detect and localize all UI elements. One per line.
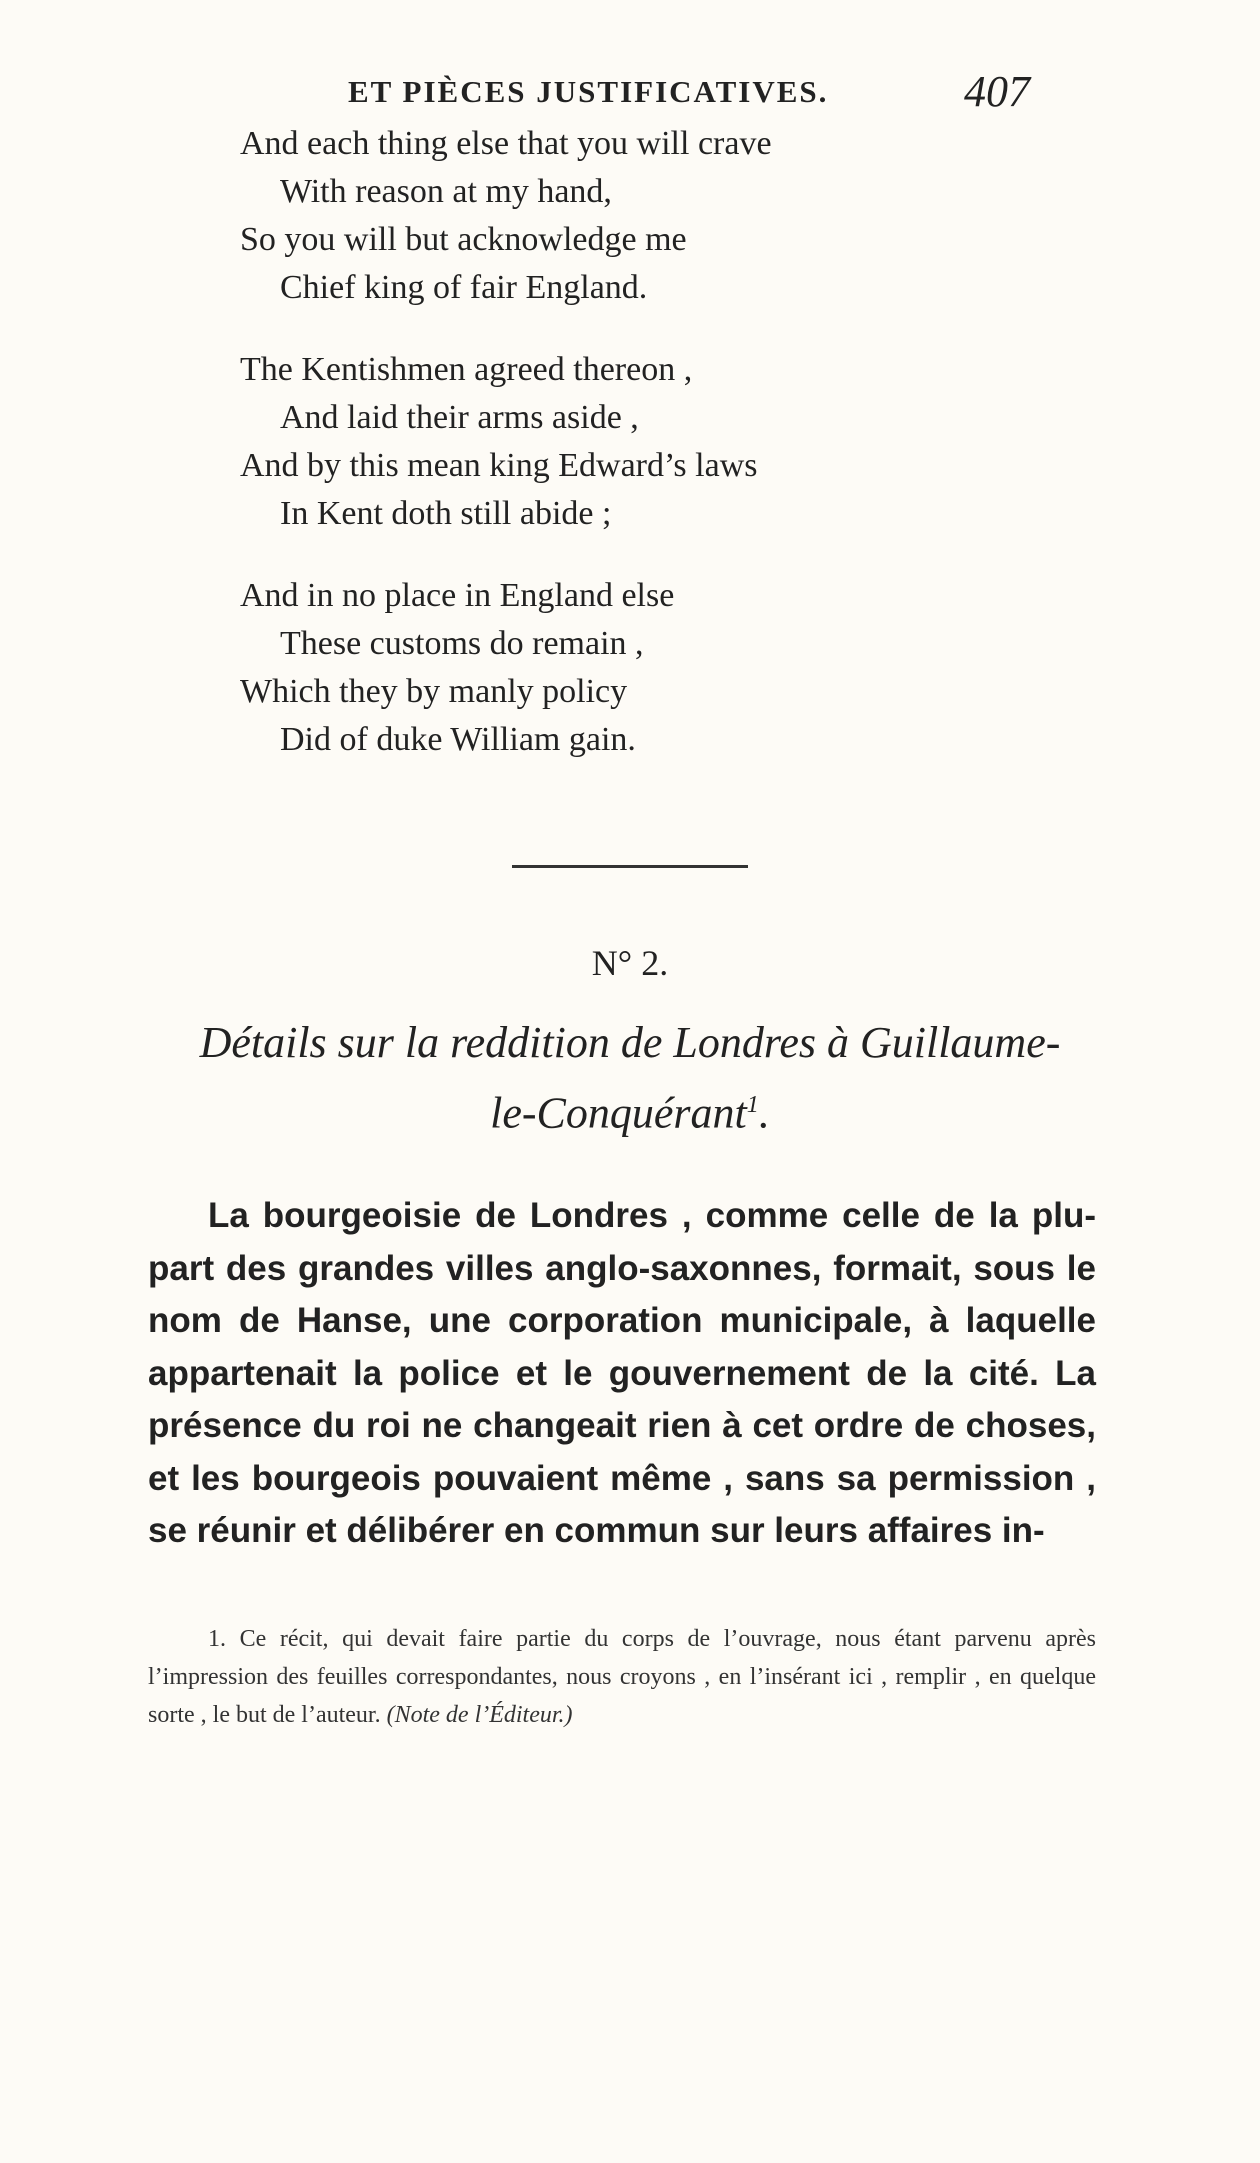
body-paragraph: La bourgeoisie de Londres , comme celle de la plu-part des grandes villes anglo-saxonnes, formait, sous le nom de Hanse, une corporation municipale, à laquelle appartenait la police et le gouvernement de la cité. La présence du roi ne changeait rien à cet ordre de choses, et les bourgeois pouvaient même , sans sa permission , se réunir et délibérer en commun sur leurs affaires in- <box>148 1196 1096 1550</box>
section-divider <box>512 865 748 868</box>
footnote-reference[interactable]: 1 <box>746 1091 759 1118</box>
page-header <box>348 66 1030 126</box>
footnote-text: 1. Ce récit, qui devait faire partie du corps de l’ouvrage, nous étant parvenu après l’impression des feuilles correspondantes, nous croyons , en l’insérant ici , remplir , en quelque sorte , le but de l’auteur. <box>148 1626 1096 1728</box>
verse-line: So you will but acknowledge me <box>240 221 687 258</box>
section-title-period: . <box>758 1088 770 1138</box>
poem <box>240 120 960 798</box>
verse-line: And laid their arms aside , <box>280 399 639 436</box>
verse-line: And in no place in England else <box>240 577 675 614</box>
stanza <box>240 120 960 312</box>
body-text <box>148 1190 1096 1558</box>
verse-line: In Kent doth still abide ; <box>280 495 612 532</box>
stanza <box>240 346 960 538</box>
running-title: ET PIÈCES JUSTIFICATIVES. <box>348 74 829 109</box>
verse-line: And by this mean king Edward’s laws <box>240 447 758 484</box>
section-title <box>150 1012 1110 1145</box>
verse-line: With reason at my hand, <box>280 173 612 210</box>
section-title-text: le-Conquérant <box>490 1088 747 1138</box>
verse-line: Chief king of fair England. <box>280 269 648 306</box>
section-title-line-1: Détails sur la reddition de Londres à Guillaume- <box>199 1018 1061 1067</box>
section-title-line-2 <box>150 1074 1110 1145</box>
verse-line: Which they by manly policy <box>240 673 628 710</box>
footnote <box>148 1620 1096 1734</box>
stanza <box>240 572 960 764</box>
verse-line: Did of duke William gain. <box>280 721 636 758</box>
verse-line: These customs do remain , <box>280 625 644 662</box>
verse-line: And each thing else that you will crave <box>240 125 772 162</box>
verse-line: The Kentishmen agreed thereon , <box>240 351 693 388</box>
page-number: 407 <box>964 67 1030 116</box>
footnote-attribution: (Note de l’Éditeur.) <box>386 1702 573 1728</box>
section-number: N° 2. <box>591 943 669 983</box>
